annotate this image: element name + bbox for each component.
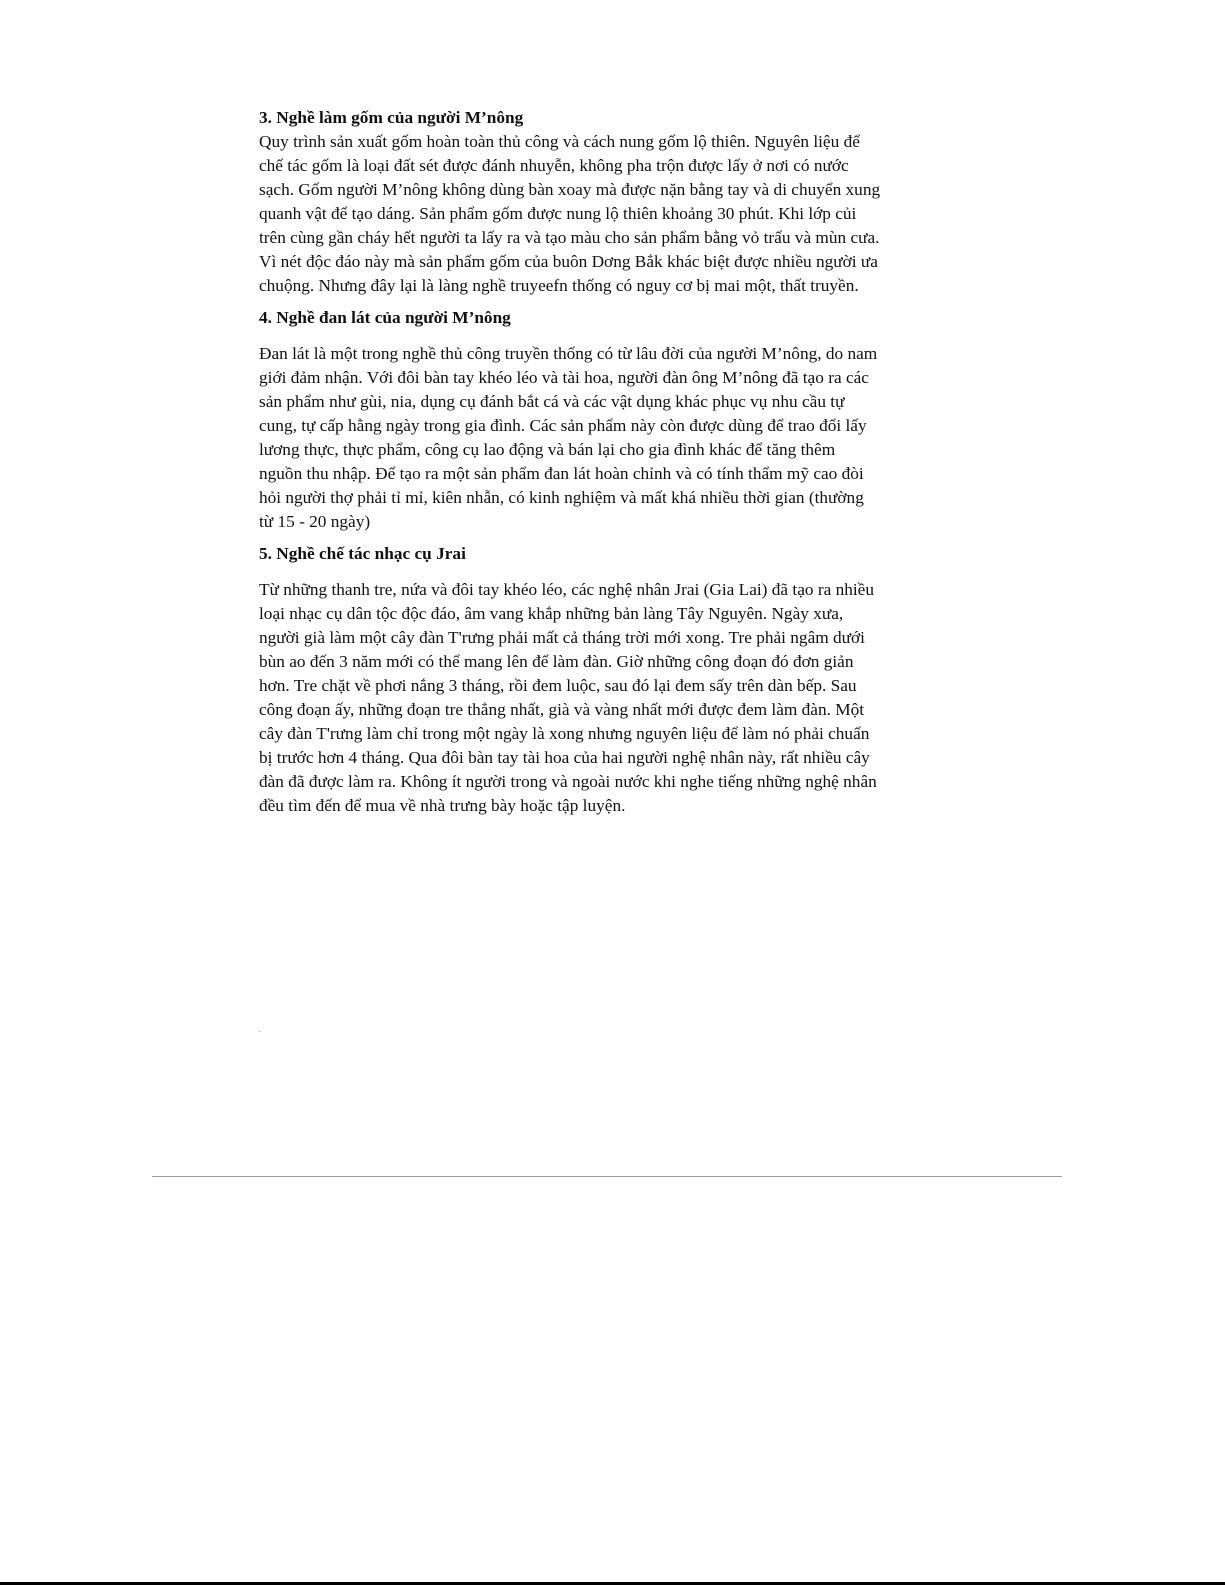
text-line: cung, tự cấp hằng ngày trong gia đình. Các sản phẩm này còn được dùng để trao đổi lấy [259,416,867,435]
text-line: sạch. Gốm người M’nông không dùng bàn xoay mà được nặn bằng tay và di chuyển xung [259,180,881,199]
document-body [259,106,959,818]
text-line: bị trước hơn 4 tháng. Qua đôi bàn tay tài hoa của hai người nghệ nhân này, rất nhiều cây [259,748,870,767]
text-line: người già làm một cây đàn T'rưng phải mất cả tháng trời mới xong. Tre phải ngâm dưới [259,628,865,647]
text-line: Quy trình sản xuất gốm hoàn toàn thủ công và cách nung gốm lộ thiên. Nguyên liệu để [259,132,860,151]
text-line: loại nhạc cụ dân tộc độc đáo, âm vang khắp những bản làng Tây Nguyên. Ngày xưa, [259,604,844,623]
section-paragraph [259,578,959,818]
section-heading: 4. Nghề đan lát của người M’nông [259,308,511,327]
text-line: giới đảm nhận. Với đôi bàn tay khéo léo và tài hoa, người đàn ông M’nông đã tạo ra các [259,368,869,387]
text-line: Vì nét độc đáo này mà sản phẩm gốm của buôn Dơng Bắk khác biệt được nhiều người ưa [259,252,878,271]
section-heading: 5. Nghề chế tác nhạc cụ Jrai [259,544,466,563]
text-line: chế tác gốm là loại đất sét được đánh nhuyễn, không pha trộn được lấy ở nơi có nước [259,156,849,175]
stray-dot [259,1031,260,1032]
text-line: sản phẩm như gùi, nia, dụng cụ đánh bắt cá và các vật dụng khác phục vụ nhu cầu tự [259,392,845,411]
text-line: đàn đã được làm ra. Không ít người trong và ngoài nước khi nghe tiếng những nghệ nhân [259,772,877,791]
text-line: trên cùng gần cháy hết người ta lấy ra và tạo màu cho sản phẩm bằng vỏ trấu và mùn cưa. [259,228,880,247]
text-line: hỏi người thợ phải tỉ mỉ, kiên nhẫn, có kinh nghiệm và mất khá nhiều thời gian (thường [259,488,864,507]
text-line: quanh vật để tạo dáng. Sản phẩm gốm được nung lộ thiên khoảng 30 phút. Khi lớp củi [259,204,857,223]
text-line: bùn ao đến 3 năm mới có thể mang lên để làm đàn. Giờ những công đoạn đó đơn giản [259,652,854,671]
text-line: chuộng. Nhưng đây lại là làng nghề truyeefn thống có nguy cơ bị mai một, thất truyền. [259,276,859,295]
section-paragraph [259,342,959,534]
page-divider [152,1176,1062,1177]
text-line: cây đàn T'rưng làm chỉ trong một ngày là xong nhưng nguyên liệu để làm nó phải chuẩn [259,724,870,743]
text-line: công đoạn ấy, những đoạn tre thẳng nhất, già và vàng nhất mới được đem làm đàn. Một [259,700,865,719]
text-line: Từ những thanh tre, nứa và đôi tay khéo léo, các nghệ nhân Jrai (Gia Lai) đã tạo ra nhiều [259,580,874,599]
text-line: từ 15 - 20 ngày) [259,512,371,531]
text-line: lương thực, thực phẩm, công cụ lao động và bán lại cho gia đình khác để tăng thêm [259,440,836,459]
text-line: đều tìm đến để mua về nhà trưng bày hoặc tập luyện. [259,796,626,815]
text-line: Đan lát là một trong nghề thủ công truyền thống có từ lâu đời của người M’nông, do nam [259,344,878,363]
text-line: hơn. Tre chặt về phơi nắng 3 tháng, rồi đem luộc, sau đó lại đem sấy trên dàn bếp. Sau [259,676,857,695]
section-paragraph [259,130,959,298]
section-heading: 3. Nghề làm gốm của người M’nông [259,108,524,127]
text-line: nguồn thu nhập. Để tạo ra một sản phẩm đan lát hoàn chỉnh và có tính thẩm mỹ cao đòi [259,464,864,483]
